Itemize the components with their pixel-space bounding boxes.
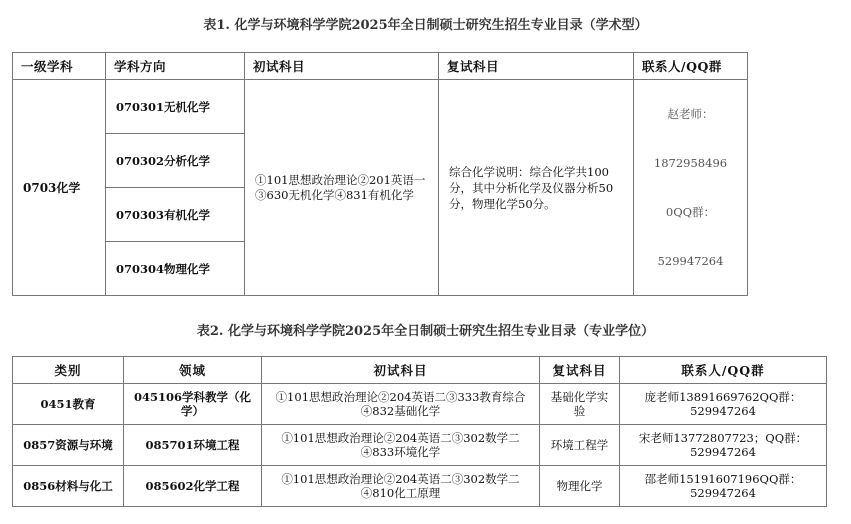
retest-cell: 基础化学实验	[540, 384, 620, 425]
header-retest: 复试科目	[540, 357, 620, 384]
initial-exam-cell: ①101思想政治理论②204英语二③302数学二④810化工原理	[262, 466, 540, 507]
direction-physical: 070304物理化学	[106, 242, 245, 296]
retest-subjects: 综合化学说明：综合化学共100分，其中分析化学及仪器分析50分，物理化学50分。	[439, 80, 634, 296]
initial-exam-cell: ①101思想政治理论②204英语二③333教育综合④832基础化学	[262, 384, 540, 425]
category-cell: 0857资源与环境	[13, 425, 124, 466]
table-row	[13, 80, 748, 134]
field-cell: 085701环境工程	[124, 425, 262, 466]
header-initial-exam: 初试科目	[262, 357, 540, 384]
initial-exam-cell: ①101思想政治理论②204英语二③302数学二④833环境化学	[262, 425, 540, 466]
contact-cell: 邵老师15191607196QQ群：529947264	[620, 466, 827, 507]
direction-organic: 070303有机化学	[106, 188, 245, 242]
header-contact: 联系人/QQ群	[620, 357, 827, 384]
contact-teacher: 赵老师：	[667, 106, 714, 121]
header-field: 领域	[124, 357, 262, 384]
contact-qq-number: 529947264	[657, 253, 724, 268]
professional-program-table	[12, 356, 827, 507]
table2-header-row	[13, 357, 827, 384]
table1-caption: 表1. 化学与环境科学学院2025年全日制硕士研究生招生专业目录（学术型）	[203, 18, 648, 33]
retest-cell: 物理化学	[540, 466, 620, 507]
table2-caption: 表2. 化学与环境科学学院2025年全日制硕士研究生招生专业目录（专业学位）	[196, 324, 655, 339]
header-direction: 学科方向	[106, 53, 245, 80]
category-cell: 0856材料与化工	[13, 466, 124, 507]
contact-info	[634, 80, 748, 296]
field-cell: 045106学科教学（化学）	[124, 384, 262, 425]
header-first-level: 一级学科	[13, 53, 106, 80]
header-category: 类别	[13, 357, 124, 384]
contact-cell: 庞老师13891669762QQ群：529947264	[620, 384, 827, 425]
header-contact: 联系人/QQ群	[634, 53, 748, 80]
first-level-discipline: 0703化学	[13, 80, 106, 296]
table-row	[13, 425, 827, 466]
contact-qq-label: 0QQ群：	[665, 204, 716, 219]
direction-analytical: 070302分析化学	[106, 134, 245, 188]
header-retest: 复试科目	[439, 53, 634, 80]
table-row	[13, 384, 827, 425]
direction-inorganic: 070301无机化学	[106, 80, 245, 134]
table1-header-row	[13, 53, 748, 80]
field-cell: 085602化学工程	[124, 466, 262, 507]
academic-program-table	[12, 52, 748, 296]
initial-exam-subjects: ①101思想政治理论②201英语一③630无机化学④831有机化学	[245, 80, 439, 296]
category-cell: 0451教育	[13, 384, 124, 425]
table-row	[13, 466, 827, 507]
header-initial-exam: 初试科目	[245, 53, 439, 80]
contact-phone: 1872958496	[653, 155, 728, 170]
retest-cell: 环境工程学	[540, 425, 620, 466]
contact-cell: 宋老师13772807723；QQ群：529947264	[620, 425, 827, 466]
